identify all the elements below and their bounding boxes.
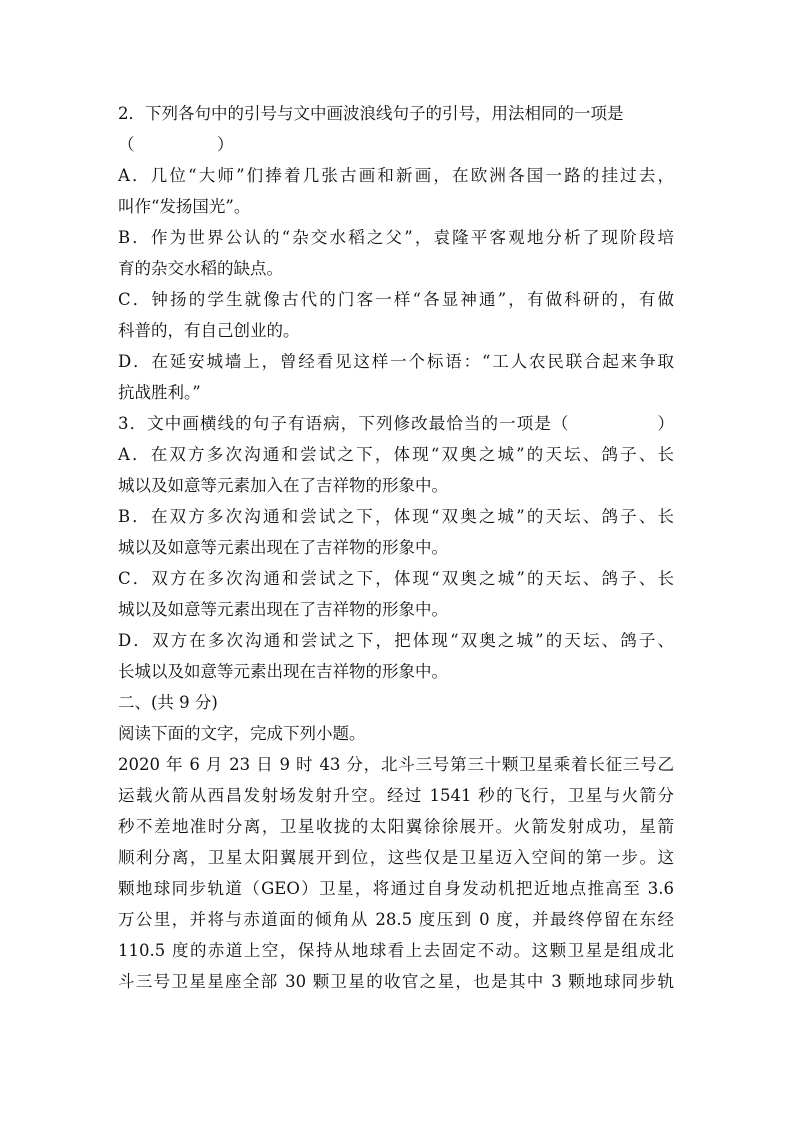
text-line: 斗三号卫星星座全部 30 颗卫星的收官之星，也是其中 3 颗地球同步轨 [118,972,674,991]
text-line: C．双方在多次沟通和尝试之下，体现“双奥之城”的天坛、鸽子、长 [118,569,674,588]
text-line: 城以及如意等元素加入在了吉祥物的形象中。 [118,476,448,495]
text-line: 二、(共 9 分) [118,693,218,712]
text-line: 秒不差地准时分离，卫星收拢的太阳翼徐徐展开。火箭发射成功，星箭 [118,817,674,836]
text-line: B．作为世界公认的“杂交水稻之父”，袁隆平客观地分析了现阶段培 [118,228,674,247]
text-line: 3．文中画横线的句子有语病，下列修改最恰当的一项是（ ） [118,414,674,433]
text-line: 阅读下面的文字，完成下列小题。 [118,724,366,743]
text-line: 运载火箭从西昌发射场发射升空。经过 1541 秒的飞行，卫星与火箭分 [118,786,674,805]
text-line: 顺利分离，卫星太阳翼展开到位，这些仅是卫星迈入空间的第一步。这 [118,848,674,867]
text-line: A．几位“大师”们捧着几张古画和新画，在欧洲各国一路的挂过去， [118,166,674,185]
text-line: D．在延安城墙上，曾经看见这样一个标语：“工人农民联合起来争取 [118,352,674,371]
text-line: 2．下列各句中的引号与文中画波浪线句子的引号，用法相同的一项是 [118,104,624,123]
text-line: 城以及如意等元素出现在了吉祥物的形象中。 [118,538,448,557]
document-page [118,98,674,997]
text-line: 科普的，有自己创业的。 [118,321,300,340]
text-line: B．在双方多次沟通和尝试之下，体现“双奥之城”的天坛、鸽子、长 [118,507,674,526]
text-line: 万公里，并将与赤道面的倾角从 28.5 度压到 0 度，并最终停留在东经 [118,910,674,929]
text-line: 叫作“发扬国光”。 [118,197,251,216]
text-line: 长城以及如意等元素出现在吉祥物的形象中。 [118,662,448,681]
text-line: A．在双方多次沟通和尝试之下，体现“双奥之城”的天坛、鸽子、长 [118,445,674,464]
text-line: 2020 年 6 月 23 日 9 时 43 分，北斗三号第三十颗卫星乘着长征三号乙 [118,755,674,774]
text-line: （ ） [118,135,234,154]
text-line: D．双方在多次沟通和尝试之下，把体现“双奥之城”的天坛、鸽子、 [118,631,674,650]
text-line: 110.5 度的赤道上空，保持从地球看上去固定不动。这颗卫星是组成北 [118,941,674,960]
text-line: 城以及如意等元素出现在了吉祥物的形象中。 [118,600,448,619]
text-line: C．钟扬的学生就像古代的门客一样“各显神通”，有做科研的，有做 [118,290,674,309]
text-line: 颗地球同步轨道（GEO）卫星，将通过自身发动机把近地点推高至 3.6 [118,879,674,898]
text-line: 育的杂交水稻的缺点。 [118,259,283,278]
text-line: 抗战胜利。” [118,383,201,402]
